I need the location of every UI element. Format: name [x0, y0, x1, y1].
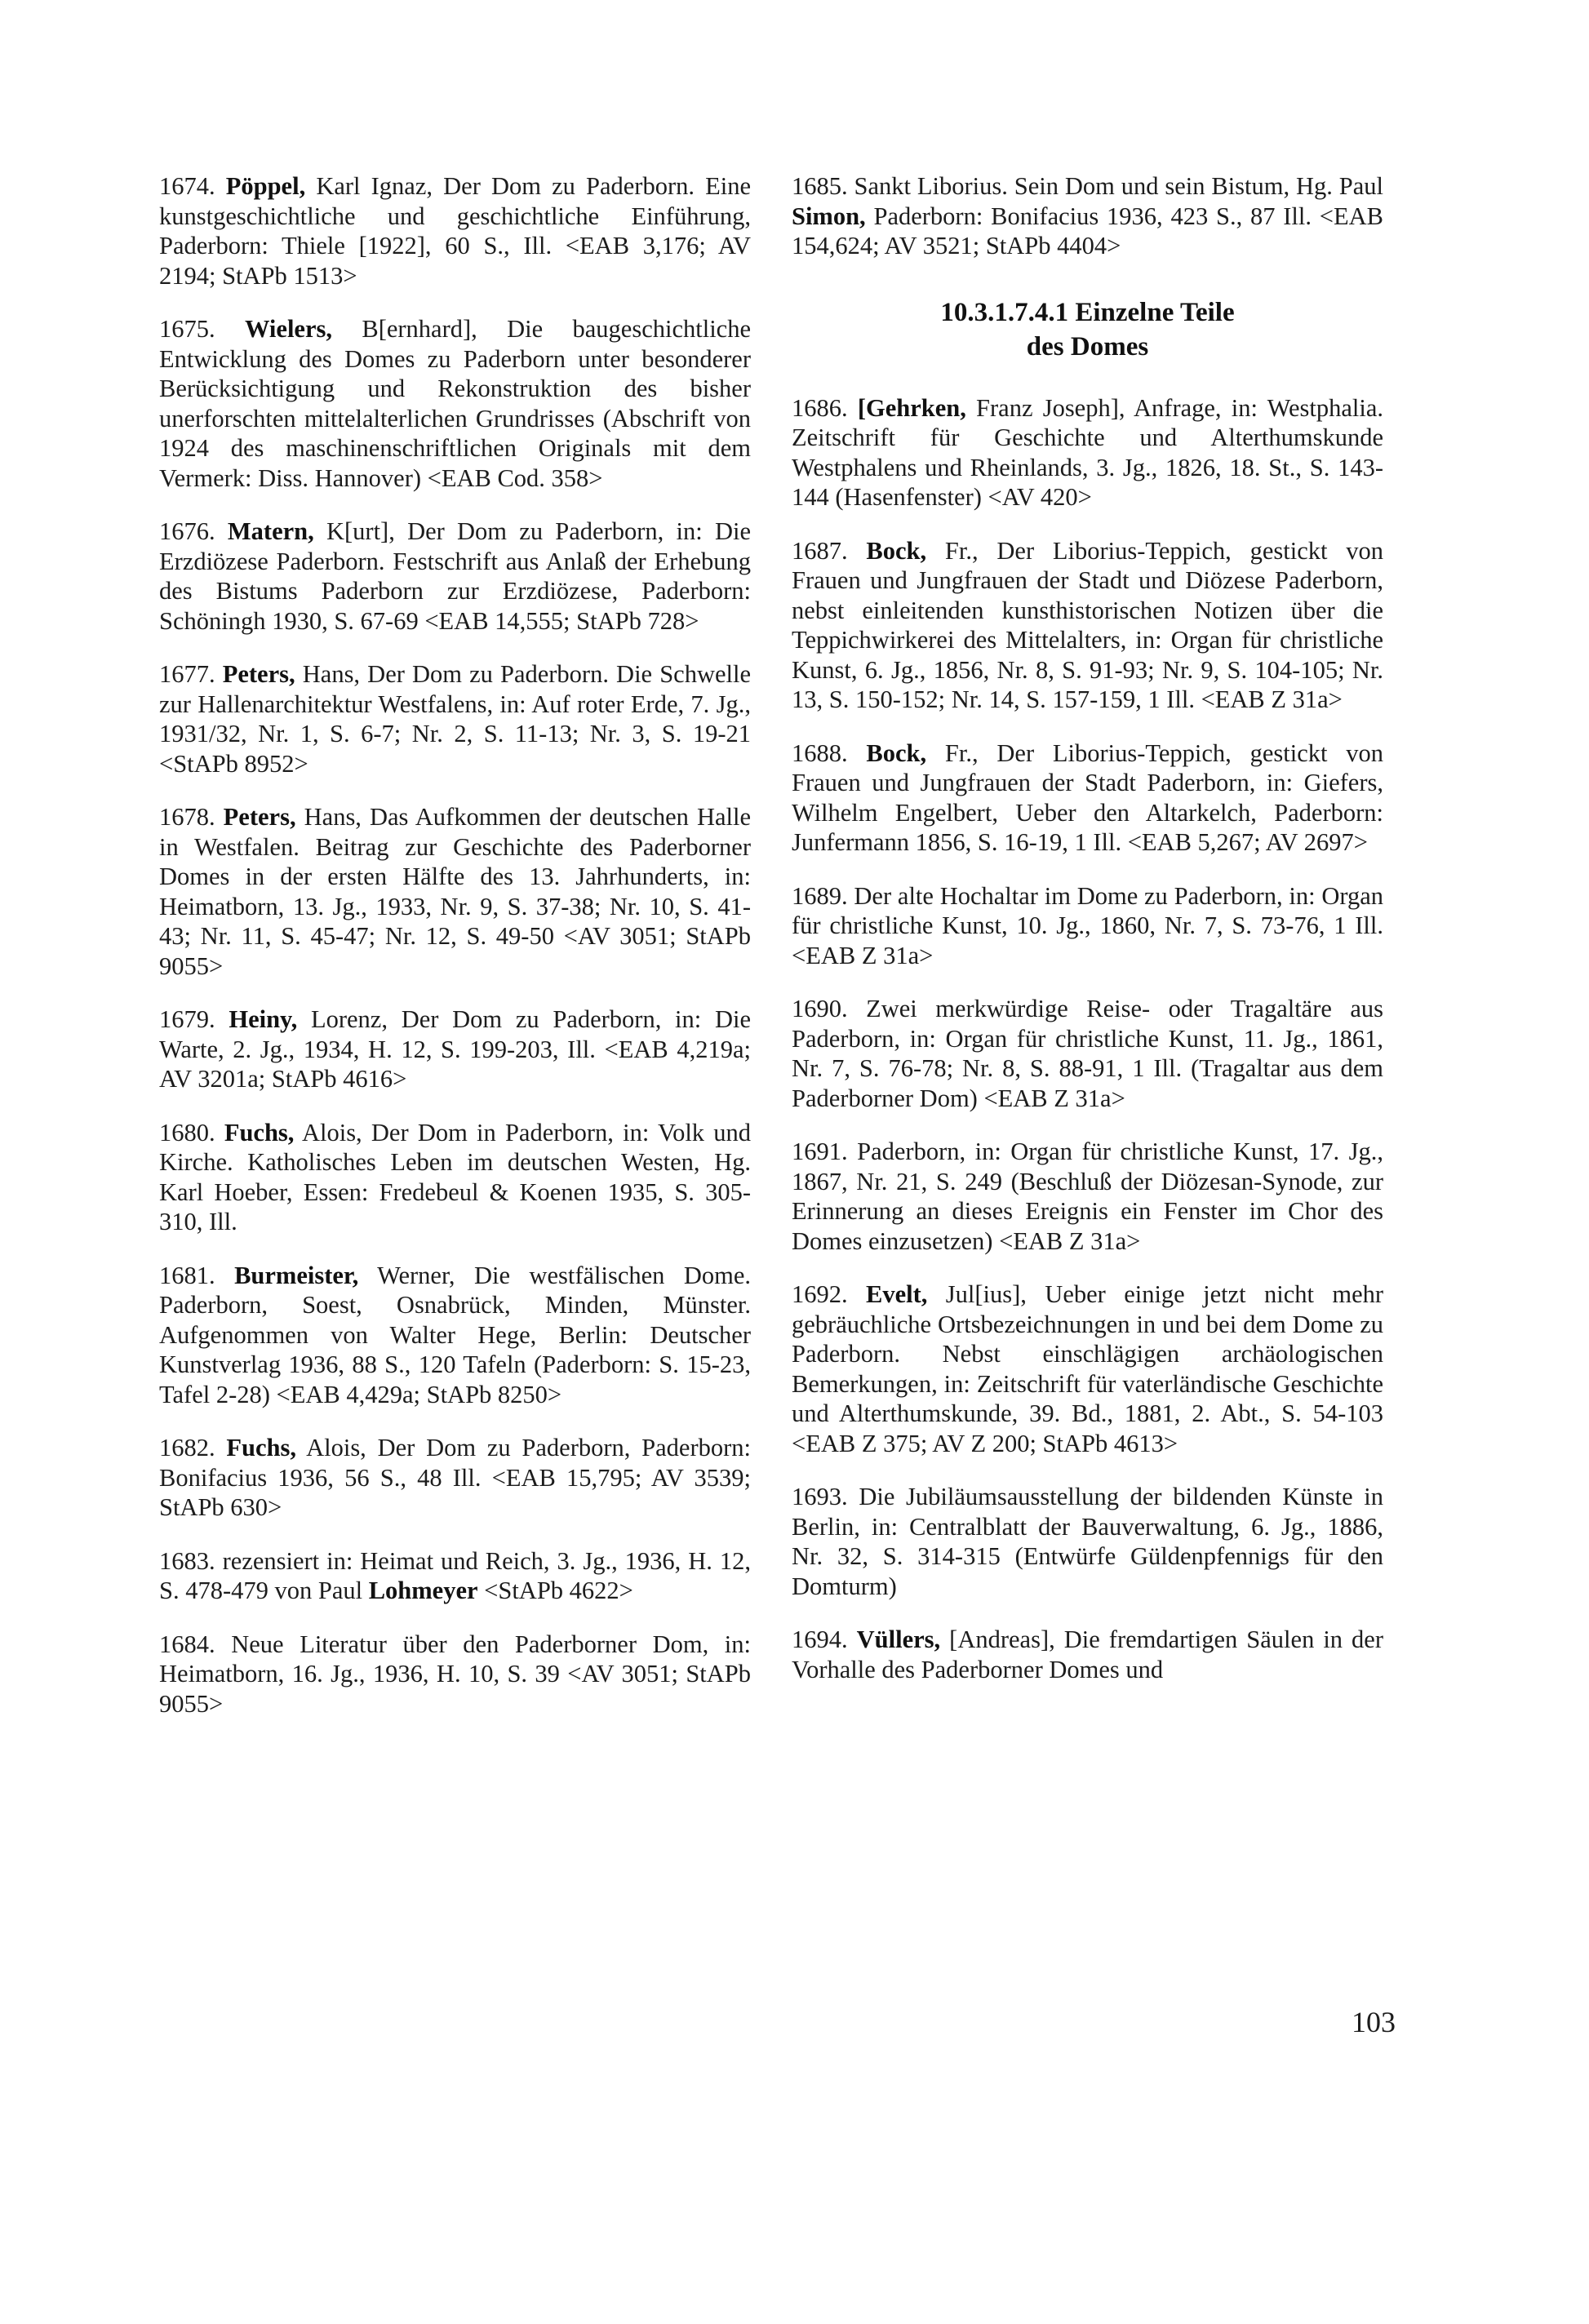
- bibliography-entry-1689: [792, 881, 1383, 971]
- entry-text: Alois, Der Dom in Paderborn, in: Volk und Kirche. Katholisches Leben im deutschen Westen, Hg. Karl Hoeber, Essen: Fredebeul & Koenen 1935, S. 305-310, Ill.: [159, 1118, 752, 1235]
- entry-number: 1681.: [159, 1261, 215, 1289]
- bibliography-entry-1692: [792, 1280, 1383, 1458]
- page-number: 103: [1352, 2006, 1396, 2038]
- bibliography-entry-1693: [792, 1482, 1383, 1601]
- entry-text: [Andreas], Die fremdartigen Säulen in der Vorhalle des Paderborner Domes und: [792, 1625, 1384, 1683]
- entry-author: Bock,: [866, 536, 927, 565]
- bibliography-entry-1688: [792, 738, 1383, 858]
- entry-number: 1674.: [159, 172, 215, 200]
- entry-author: Wielers,: [244, 315, 332, 343]
- entry-text: Hans, Der Dom zu Paderborn. Die Schwelle zur Hallenarchitektur Westfalens, in: Auf roter Erde, 7. Jg., 1931/32, Nr. 1, S. 6-7; Nr. 2, S. 11-13; Nr. 3, S. 19-21 <StAPb 8952>: [159, 660, 751, 778]
- entry-number: 1687.: [792, 536, 848, 565]
- entry-number: 1684.: [159, 1630, 215, 1658]
- bibliography-entry-1684: [159, 1630, 751, 1719]
- entry-text: Hans, Das Aufkommen der deutschen Halle in Westfalen. Beitrag zur Geschichte des Paderborner Domes in der ersten Hälfte des 13. Jahrhunderts, in: Heimatborn, 13. Jg., 1933, Nr. 9, S. 37-38; Nr. 10, S. 41-43; Nr. 11, S. 45-47; Nr. 12, S. 49-50 <AV 3051; StAPb 9055>: [159, 803, 751, 980]
- entry-number: 1693.: [792, 1483, 848, 1510]
- entry-author: Heiny,: [229, 1005, 298, 1033]
- entry-number: 1676.: [159, 517, 215, 545]
- entry-text: Die Jubiläumsausstellung der bildenden Künste in Berlin, in: Centralblatt der Bauverwaltung, 6. Jg., 1886, Nr. 32, S. 314-315 (Entwürfe Güldenpfennigs für den Domturm): [792, 1483, 1384, 1600]
- entry-text: K[urt], Der Dom zu Paderborn, in: Die Erzdiözese Paderborn. Festschrift aus Anlaß der Erhebung des Bistums Paderborn zur Erzdiözese, Paderborn: Schöningh 1930, S. 67-69 <EAB 14,555; StAPb 728>: [159, 517, 752, 635]
- entry-author: Fuchs,: [226, 1434, 296, 1461]
- entry-number: 1692.: [792, 1280, 848, 1308]
- entry-author: Fuchs,: [224, 1118, 295, 1146]
- entry-author: Bock,: [866, 738, 927, 767]
- entry-number: 1680.: [159, 1118, 215, 1146]
- entry-author: Pöppel,: [225, 172, 306, 200]
- entry-number: 1688.: [792, 738, 848, 767]
- entry-text: Fr., Der Liborius-Teppich, gestickt von Frauen und Jungfrauen der Stadt und Diözese Paderborn, nebst einleitenden kunsthistorischen Notizen über die Teppichwirkerei des Mittelalters, in: Organ für christliche Kunst, 6. Jg., 1856, Nr. 8, S. 91-93; Nr. 9, S. 104-105; Nr. 13, S. 150-152; Nr. 14, S. 157-159, 1 Ill. <EAB Z 31a>: [792, 536, 1383, 713]
- entry-text-before-author: Sankt Liborius. Sein Dom und sein Bistum, Hg. Paul: [854, 172, 1383, 200]
- bibliography-entry-1690: [792, 994, 1383, 1113]
- bibliography-entry-1674: [159, 171, 751, 290]
- entry-number: 1691.: [792, 1138, 848, 1165]
- entry-author: Vüllers,: [856, 1625, 941, 1653]
- entry-number: 1675.: [159, 315, 215, 343]
- entry-number: 1678.: [159, 803, 215, 831]
- bibliography-entry-1687: [792, 536, 1383, 715]
- section-heading: [792, 295, 1383, 364]
- entry-text: Paderborn: Bonifacius 1936, 423 S., 87 Ill. <EAB 154,624; AV 3521; StAPb 4404>: [792, 202, 1383, 259]
- entry-text: Lorenz, Der Dom zu Paderborn, in: Die Warte, 2. Jg., 1934, H. 12, S. 199-203, Ill. <EAB 4,219a; AV 3201a; StAPb 4616>: [159, 1005, 752, 1093]
- entry-text: Jul[ius], Ueber einige jetzt nicht mehr gebräuchliche Ortsbezeichnungen in und bei dem Dome zu Paderborn. Nebst einschlägigen archäologischen Bemerkungen, in: Zeitschrift für vaterländische Geschichte und Alterthumskunde, 39. Bd., 1881, 2. Abt., S. 54-103 <EAB Z 375; AV Z 200; StAPb 4613>: [792, 1280, 1384, 1457]
- left-column: [159, 171, 751, 1742]
- entry-author: [Gehrken,: [857, 393, 966, 422]
- bibliography-entry-1680: [159, 1118, 751, 1237]
- entry-text: Neue Literatur über den Paderborner Dom, in: Heimatborn, 16. Jg., 1936, H. 10, S. 39 <AV 3051; StAPb 9055>: [159, 1630, 752, 1718]
- right-column: [792, 171, 1383, 1708]
- section-heading-line-1: 10.3.1.7.4.1 Einzelne Teile: [940, 297, 1235, 327]
- entry-number: 1677.: [159, 660, 215, 688]
- entry-text: Der alte Hochaltar im Dome zu Paderborn, in: Organ für christliche Kunst, 10. Jg., 1860, Nr. 7, S. 73-76, 1 Ill. <EAB Z 31a>: [792, 881, 1383, 969]
- entry-author: Peters,: [222, 660, 295, 688]
- bibliography-entry-1694: [792, 1625, 1383, 1684]
- bibliography-entry-1683: [159, 1546, 751, 1606]
- entry-author: Matern,: [227, 517, 314, 545]
- entry-text: Alois, Der Dom zu Paderborn, Paderborn: Bonifacius 1936, 56 S., 48 Ill. <EAB 15,795; AV 3539; StAPb 630>: [159, 1434, 751, 1521]
- entry-number: 1683.: [159, 1546, 215, 1575]
- entry-number: 1679.: [159, 1005, 215, 1033]
- entry-number: 1685.: [792, 172, 848, 200]
- entry-text: Zwei merkwürdige Reise- oder Tragaltäre aus Paderborn, in: Organ für christliche Kunst, 11. Jg., 1861, Nr. 7, S. 76-78; Nr. 8, S. 88-91, 1 Ill. (Tragaltar aus dem Paderborner Dom) <EAB Z 31a>: [792, 995, 1384, 1112]
- section-heading-line-2: des Domes: [1026, 331, 1149, 361]
- entry-text: B[ernhard], Die baugeschichtliche Entwicklung des Domes zu Paderborn unter besonderer Berücksichtigung und Rekonstruktion des bisher unerforschten mittelalterlichen Grundrisses (Abschrift von 1924 des maschinenschriftlichen Originals mit dem Vermerk: Diss. Hannover) <EAB Cod. 358>: [159, 315, 752, 492]
- entry-number: 1690.: [792, 995, 848, 1022]
- bibliography-entry-1691: [792, 1137, 1383, 1256]
- entry-author: Burmeister,: [234, 1261, 359, 1289]
- entry-number: 1689.: [792, 881, 848, 910]
- bibliography-entry-1678: [159, 802, 751, 981]
- entry-number: 1686.: [792, 393, 848, 422]
- bibliography-entry-1677: [159, 659, 751, 778]
- entry-text: Werner, Die westfälischen Dome. Paderborn, Soest, Osnabrück, Minden, Münster. Aufgenommen von Walter Hege, Berlin: Deutscher Kunstverlag 1936, 88 S., 120 Tafeln (Paderborn: S. 15-23, Tafel 2-28) <EAB 4,429a; StAPb 8250>: [159, 1261, 752, 1408]
- bibliography-entry-1682: [159, 1433, 751, 1523]
- entry-author: Simon,: [792, 202, 866, 230]
- entry-number: 1682.: [159, 1434, 215, 1461]
- bibliography-entry-1679: [159, 1005, 751, 1094]
- entry-author: Evelt,: [866, 1280, 928, 1308]
- bibliography-entry-1681: [159, 1261, 751, 1410]
- entry-number: 1694.: [792, 1625, 848, 1653]
- bibliography-entry-1686: [792, 393, 1383, 512]
- entry-author: Peters,: [223, 803, 296, 831]
- entry-text-before-author: rezensiert in: Heimat und Reich, 3. Jg., 1936, H. 12, S. 478-479 von Paul: [159, 1546, 752, 1604]
- entry-text: Fr., Der Liborius-Teppich, gestickt von Frauen und Jungfrauen der Stadt Paderborn, in: Giefers, Wilhelm Engelbert, Ueber den Altarkelch, Paderborn: Junfermann 1856, S. 16-19, 1 Ill. <EAB 5,267; AV 2697>: [792, 738, 1383, 856]
- entry-author: Lohmeyer: [368, 1577, 478, 1604]
- bibliography-entry-1685: [792, 171, 1383, 261]
- bibliography-entry-1675: [159, 314, 751, 493]
- entry-text: Paderborn, in: Organ für christliche Kunst, 17. Jg., 1867, Nr. 21, S. 249 (Beschluß der Diözesan-Synode, zur Erinnerung an dieses Ereignis ein Fenster im Chor des Domes einzusetzen) <EAB Z 31a>: [792, 1138, 1383, 1255]
- entry-text: Karl Ignaz, Der Dom zu Paderborn. Eine kunstgeschichtliche und geschichtliche Einführung, Paderborn: Thiele [1922], 60 S., Ill. <EAB 3,176; AV 2194; StAPb 1513>: [159, 172, 751, 290]
- bibliography-entry-1676: [159, 517, 751, 636]
- entry-text: Franz Joseph], Anfrage, in: Westphalia. Zeitschrift für Geschichte und Alterthumskunde Westphalens und Rheinlands, 3. Jg., 1826, 18. St., S. 143-144 (Hasenfenster) <AV 420>: [792, 393, 1383, 511]
- entry-text: <StAPb 4622>: [484, 1577, 633, 1604]
